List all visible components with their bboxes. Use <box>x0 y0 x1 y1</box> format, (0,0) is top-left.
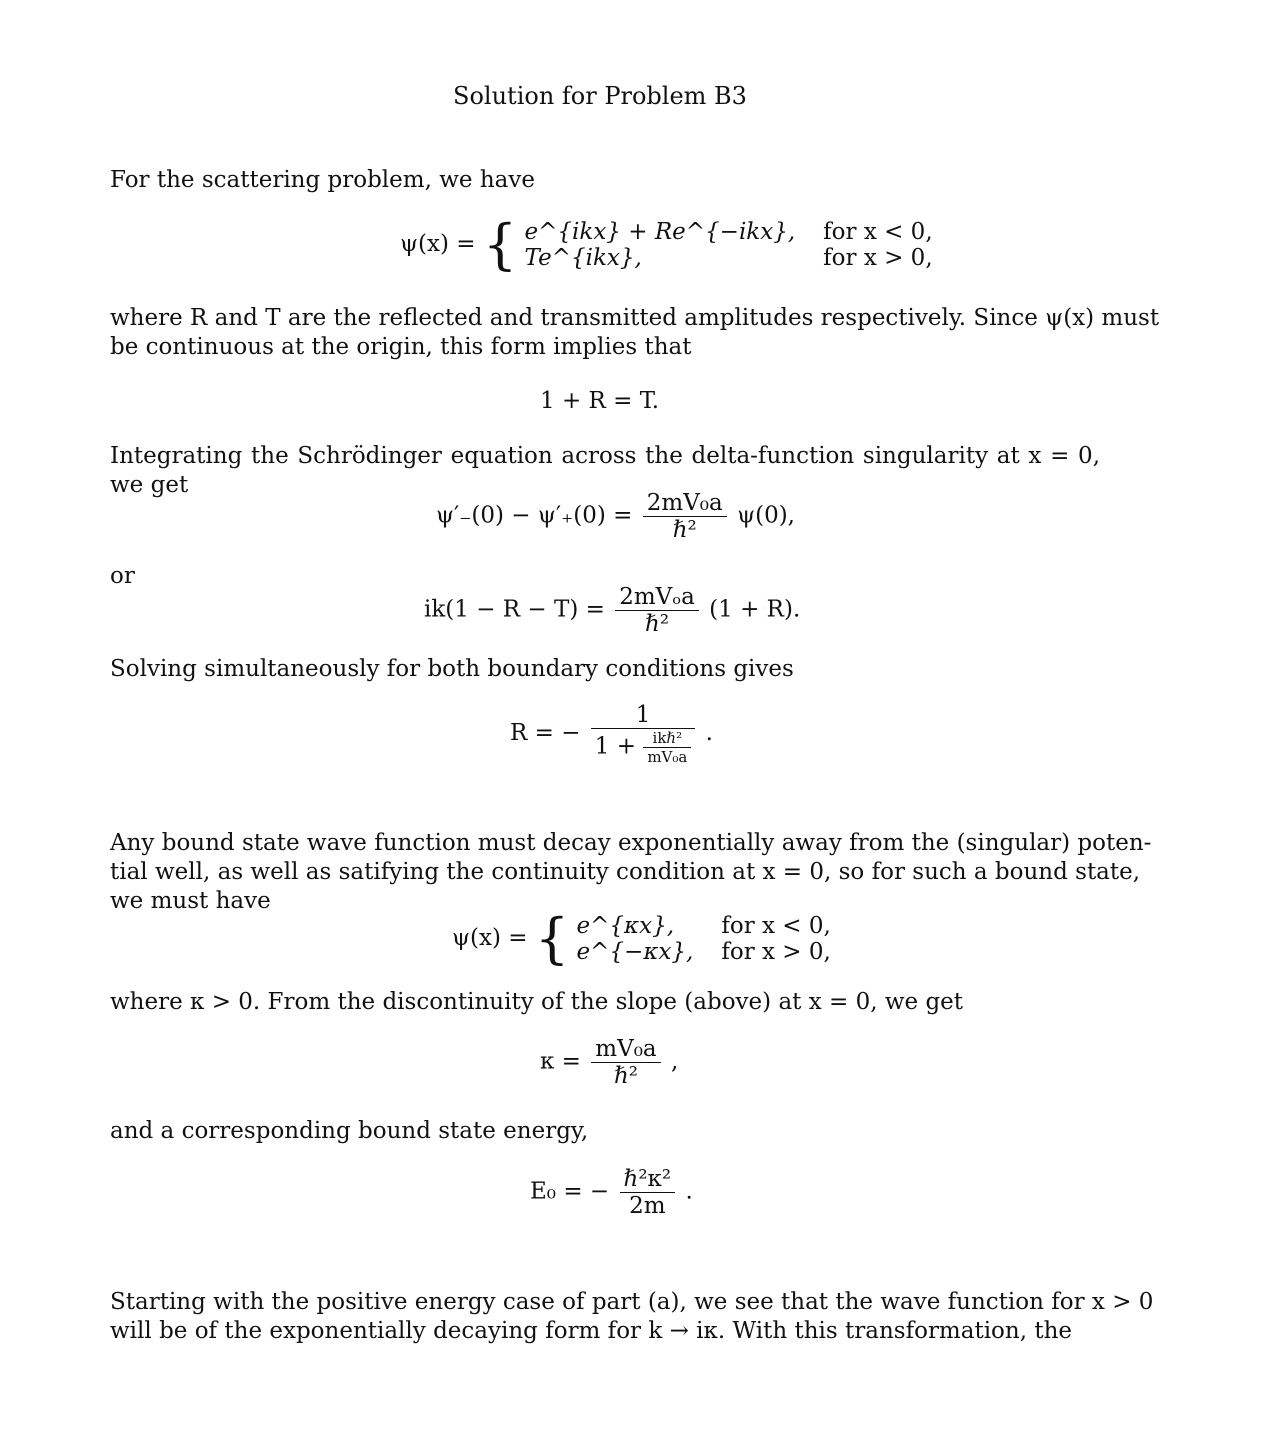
paragraph-or: or <box>110 563 135 589</box>
equation-bound-wavefunction <box>452 907 839 970</box>
eq8-fraction <box>620 1166 676 1219</box>
eq4-denominator: ℏ² <box>615 610 699 637</box>
eq6-row1-expr: e^{κx}, <box>576 913 675 939</box>
equation-continuity: 1 + R = T. <box>540 388 660 414</box>
paragraph-integrating: Integrating the Schrödinger equation across the delta-function singularity at x = 0, we get <box>110 443 1100 498</box>
eq6-row2-expr: e^{−κx}, <box>576 939 694 965</box>
eq8-numerator: ℏ²κ² <box>623 1166 672 1192</box>
eq5-rhs: . <box>705 720 713 746</box>
eq3-denominator: ℏ² <box>643 516 727 543</box>
eq5-fraction <box>591 702 696 766</box>
left-brace: { <box>482 213 518 276</box>
eq7-fraction <box>591 1036 660 1089</box>
paragraph-solving: Solving simultaneously for both boundary conditions gives <box>110 656 794 682</box>
eq6-lhs: ψ(x) = <box>452 925 528 951</box>
eq4-fraction <box>615 584 699 637</box>
paragraph-kappa: where κ > 0. From the discontinuity of the slope (above) at x = 0, we get <box>110 989 964 1015</box>
eq5-den-prefix: 1 + <box>594 733 637 760</box>
eq1-row2-expr: Te^{ikx}, <box>524 245 642 271</box>
eq1-row1-expr: e^{ikx} + Re^{−ikx}, <box>524 219 796 245</box>
equation-bound-energy <box>530 1166 693 1219</box>
equation-kappa <box>540 1036 678 1089</box>
equation-slope-discontinuity <box>436 490 795 543</box>
paragraph-line: Starting with the positive energy case of part (a), we see that the wave function for x > 0 <box>110 1289 1154 1315</box>
eq1-lhs: ψ(x) = <box>400 231 476 257</box>
eq4-numerator: 2mVₒa <box>619 584 695 610</box>
paragraph-line: Any bound state wave function must decay exponentially away from the (singular) poten- <box>110 830 1152 856</box>
eq8-rhs: . <box>685 1178 693 1205</box>
eq5-lhs: R = − <box>510 720 581 746</box>
eq7-rhs: , <box>670 1048 679 1075</box>
eq1-row2-cond: for x > 0, <box>823 245 933 271</box>
eq6-row1-cond: for x < 0, <box>721 913 831 939</box>
eq5-denominator <box>591 728 696 766</box>
equation-scattering-wavefunction <box>400 213 941 276</box>
paragraph-reflection <box>110 304 1160 362</box>
eq7-numerator: mV₀a <box>595 1036 657 1062</box>
eq1-row1-cond: for x < 0, <box>823 219 933 245</box>
paragraph-bound-state <box>110 829 1152 916</box>
eq6-row2-cond: for x > 0, <box>721 939 831 965</box>
equation-boundary-condition <box>424 584 800 637</box>
equation-reflection-amplitude <box>510 702 713 766</box>
eq7-lhs: κ = <box>540 1048 581 1075</box>
eq5-inner-numerator: ikℏ² <box>652 729 683 747</box>
eq3-lhs: ψ′₋(0) − ψ′₊(0) = <box>436 502 633 529</box>
paragraph-energy: and a corresponding bound state energy, <box>110 1118 589 1144</box>
left-brace: { <box>534 907 570 970</box>
eq5-inner-denominator: mV₀a <box>643 747 691 766</box>
paragraph-line: be continuous at the origin, this form implies that <box>110 334 692 360</box>
paragraph-line: we must have <box>110 888 271 914</box>
eq7-denominator: ℏ² <box>591 1062 660 1089</box>
paragraph-positive-energy <box>110 1288 1154 1346</box>
page-title: Solution for Problem B3 <box>453 82 747 110</box>
eq8-denominator: 2m <box>620 1192 676 1219</box>
paragraph-line: tial well, as well as satifying the continuity condition at x = 0, so for such a bound state, <box>110 859 1141 885</box>
eq3-rhs: ψ(0), <box>737 502 795 529</box>
paragraph-intro: For the scattering problem, we have <box>110 167 535 193</box>
eq3-numerator: 2mV₀a <box>646 490 723 516</box>
paragraph-line: where R and T are the reflected and transmitted amplitudes respectively. Since ψ(x) must <box>110 305 1160 331</box>
eq5-inner-fraction <box>643 729 691 766</box>
eq4-rhs: (1 + R). <box>709 596 801 623</box>
paragraph-line: will be of the exponentially decaying form for k → iκ. With this transformation, the <box>110 1318 1073 1344</box>
eq5-numerator: 1 <box>635 702 651 728</box>
eq8-lhs: E₀ = − <box>530 1178 610 1205</box>
eq3-fraction <box>643 490 727 543</box>
eq4-lhs: ik(1 − R − T) = <box>424 596 605 623</box>
